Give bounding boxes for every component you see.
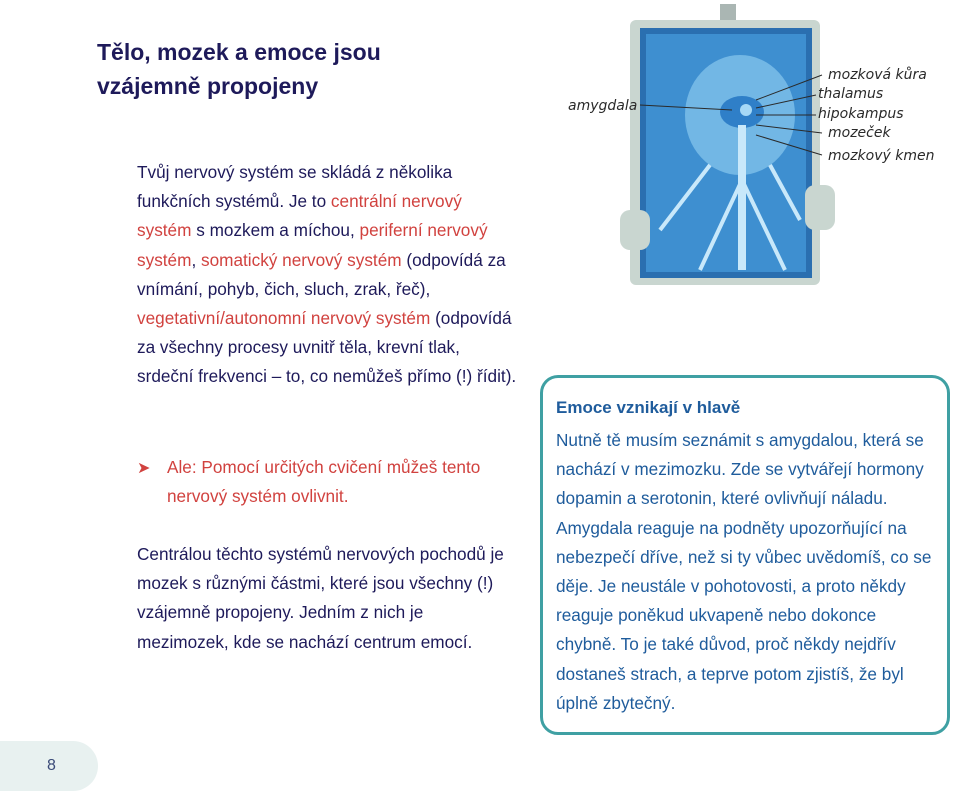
label-mozecek: mozeček	[828, 125, 891, 141]
label-mozkovy-kmen: mozkový kmen	[828, 148, 935, 164]
label-mozkova-kura: mozková kůra	[828, 67, 927, 83]
term-peripheral: periferní nervový systém	[137, 220, 488, 270]
term-central: centrální nervový systém	[137, 191, 462, 241]
label-thalamus: thalamus	[818, 86, 884, 102]
intro-paragraph: Tvůj nervový systém se skládá z několika funkčních systémů. Je to centrální nervový systém s mozkem a míchou, periferní nervový systém, somatický nervový systém (odpovídá za vnímání, pohyb, čich, sluch, zrak, řeč), vegetativní/autonomní nervový systém (odpovídá za všechny procesy uvnitř těla, krevní tlak, srdeční frekvenci – to, co nemůžeš přímo (!) řídit).	[137, 162, 517, 387]
term-autonomic: vegetativní/autonomní nervový systém	[137, 308, 431, 329]
bullet-note	[137, 453, 517, 511]
title-line-1: Tělo, mozek a emoce jsou	[97, 39, 381, 65]
label-hipokampus: hipokampus	[818, 106, 904, 122]
title-line-2: vzájemně propojeny	[97, 73, 319, 99]
label-amygdala: amygdala	[568, 98, 638, 114]
arrow-bullet-icon: ➤	[137, 460, 151, 477]
brain-illustration	[550, 0, 960, 300]
page-number: 8	[47, 757, 56, 774]
term-somatic: somatický nervový systém	[201, 249, 402, 270]
bullet-text: Ale: Pomocí určitých cvičení můžeš tento nervový systém ovlivnit.	[167, 457, 481, 506]
page-title	[97, 35, 427, 103]
info-box-text: Nutně tě musím seznámit s amygdalou, která se nachází v mezimozku. Zde se vytvářejí hormony dopamin a serotonin, které ovlivňují náladu. Amygdala reaguje na podněty upozorňující na nebezpečí dříve, než si ty vůbec uvědomíš, co se děje. Je neustále v pohotovosti, a proto někdy reaguje poněkud ukvapeně nebo dokonce chybně. To je také důvod, proč někdy nejdřív dostaneš strach, a teprve potom zjistíš, že byl úplně zbytečný.	[556, 430, 932, 713]
info-box-title: Emoce vznikají v hlavě	[556, 398, 741, 417]
second-paragraph: Centrálou těchto systémů nervových pochodů je mozek s různými částmi, které jsou všechny (!) vzájemně propojeny. Jedním z nich je mezimozek, kde se nachází centrum emocí.	[137, 544, 504, 652]
